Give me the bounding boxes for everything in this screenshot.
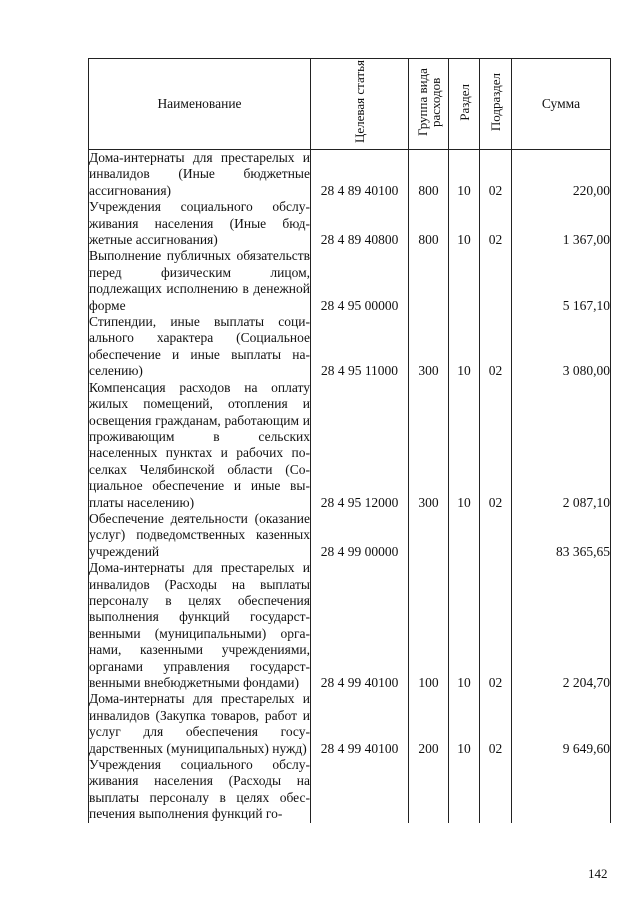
row-expense-group-cell: 300 [409, 314, 449, 380]
header-subsection: Подраздел [480, 59, 512, 150]
row-target-article-cell [311, 757, 409, 823]
table-header-row [89, 59, 611, 150]
row-amount-cell: 2 087,10 [512, 380, 611, 511]
header-expense-type-group: Группа вида расходов [409, 59, 449, 150]
table-row [89, 314, 611, 380]
row-expense-group-cell: 300 [409, 380, 449, 511]
row-target-article-cell: 28 4 99 40100 [311, 560, 409, 691]
row-target-article-cell: 28 4 95 00000 [311, 248, 409, 314]
row-name-cell: Выполнение публичных обязательств перед физическим лицом, подлежащих исполнению в денежной форме [89, 248, 310, 313]
table-row [89, 560, 611, 691]
row-subsection-cell [480, 511, 512, 560]
row-section-cell: 10 [449, 150, 480, 200]
row-section-cell: 10 [449, 199, 480, 248]
header-target-article: Целевая статья [311, 59, 409, 150]
row-section-cell: 10 [449, 560, 480, 691]
row-amount-cell [512, 757, 611, 823]
row-expense-group-cell: 800 [409, 199, 449, 248]
row-amount-cell: 83 365,65 [512, 511, 611, 560]
header-section: Раздел [449, 59, 480, 150]
row-expense-group-cell [409, 248, 449, 314]
page-number: 142 [588, 866, 608, 881]
row-amount-cell: 3 080,00 [512, 314, 611, 380]
row-target-article-cell: 28 4 99 40100 [311, 691, 409, 757]
row-section-cell: 10 [449, 314, 480, 380]
row-name-cell: Дома-интернаты для престарелых и инвалидов (Закупка товаров, работ и услуг для обеспечения государственных (муниципальных) нужд) [89, 691, 310, 756]
table-row [89, 150, 611, 200]
row-section-cell [449, 511, 480, 560]
row-target-article-cell: 28 4 95 12000 [311, 380, 409, 511]
row-subsection-cell: 02 [480, 314, 512, 380]
row-amount-cell: 220,00 [512, 150, 611, 200]
row-amount-cell: 9 649,60 [512, 691, 611, 757]
row-subsection-cell [480, 248, 512, 314]
row-expense-group-cell: 800 [409, 150, 449, 200]
row-target-article-cell: 28 4 89 40100 [311, 150, 409, 200]
table-row [89, 199, 611, 248]
row-name-cell: Учреждения социального обслуживания населения (Иные бюджетные ассигнования) [89, 199, 310, 248]
table-row [89, 380, 611, 511]
row-target-article-cell: 28 4 99 00000 [311, 511, 409, 560]
row-section-cell [449, 248, 480, 314]
row-subsection-cell: 02 [480, 380, 512, 511]
row-subsection-cell [480, 757, 512, 823]
row-name-cell: Дома-интернаты для престарелых и инвалидов (Расходы на выплаты персоналу в целях обеспечения выполнения функций государственными (муниципальными) органами, казенными учреждениями, органами управления государственными внебюджетными фондами) [89, 560, 310, 690]
row-expense-group-cell: 200 [409, 691, 449, 757]
row-expense-group-cell [409, 511, 449, 560]
row-name-cell: Учреждения социального обслуживания населения (Расходы на выплаты персоналу в целях обеспечения выполнения функций го- [89, 757, 310, 822]
row-subsection-cell: 02 [480, 199, 512, 248]
row-subsection-cell: 02 [480, 691, 512, 757]
row-name-cell: Обеспечение деятельности (оказание услуг) подведомственных казенных учреждений [89, 510, 310, 559]
row-subsection-cell: 02 [480, 150, 512, 200]
row-expense-group-cell: 100 [409, 560, 449, 691]
row-section-cell: 10 [449, 380, 480, 511]
row-amount-cell: 5 167,10 [512, 248, 611, 314]
row-section-cell [449, 757, 480, 823]
row-target-article-cell: 28 4 89 40800 [311, 199, 409, 248]
row-section-cell: 10 [449, 691, 480, 757]
row-name-cell: Дома-интернаты для престарелых и инвалидов (Иные бюджетные ассигнования) [89, 150, 310, 198]
row-expense-group-cell [409, 757, 449, 823]
budget-table [88, 58, 611, 823]
row-subsection-cell: 02 [480, 560, 512, 691]
table-row [89, 511, 611, 560]
header-name: Наименование [89, 59, 311, 150]
row-amount-cell: 2 204,70 [512, 560, 611, 691]
row-amount-cell: 1 367,00 [512, 199, 611, 248]
row-name-cell: Стипендии, иные выплаты социального характера (Социальное обеспечение и иные выплаты населению) [89, 314, 310, 379]
table-row [89, 691, 611, 757]
header-amount: Сумма [512, 59, 611, 150]
table-row [89, 757, 611, 823]
row-target-article-cell: 28 4 95 11000 [311, 314, 409, 380]
row-name-cell: Компенсация расходов на оплату жилых помещений, отопления и освещения гражданам, работающим и проживающим в сельских населенных пунктах и рабочих поселках Челябинской области (Социальное обеспечение и иные выплаты населению) [89, 379, 310, 510]
table-row [89, 248, 611, 314]
